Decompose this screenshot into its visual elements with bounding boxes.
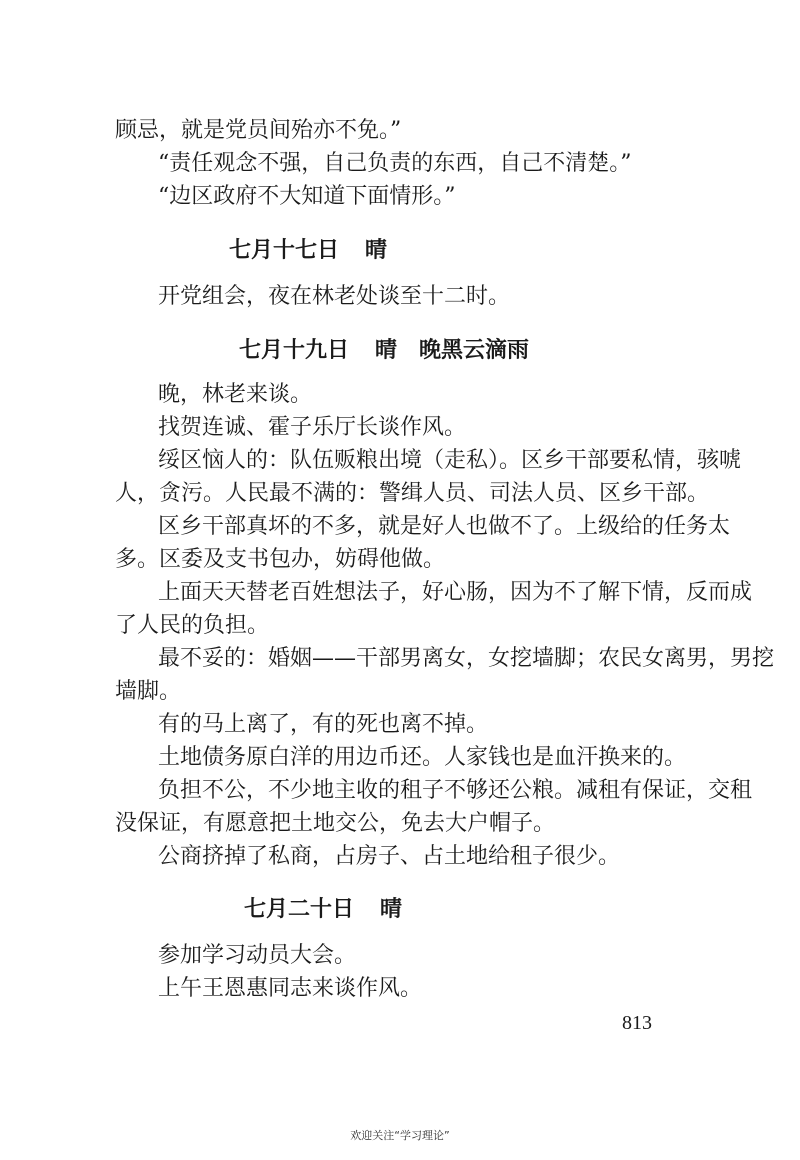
entry-date: 七月十九日 [239, 338, 350, 363]
text-line: 顾忌，就是党员间殆亦不免。” [115, 118, 402, 143]
text-line: 开党组会，夜在林老处谈至十二时。 [158, 284, 511, 309]
text-line: 人，贪污。人民最不满的：警缉人员、司法人员、区乡干部。 [115, 481, 710, 506]
entry-date: 七月二十日 [244, 897, 355, 922]
entry-heading [229, 236, 387, 266]
text-line: “责任观念不强，自己负责的东西，自己不清楚。” [158, 151, 632, 176]
entry-weather: 晴 晚黑云滴雨 [375, 338, 530, 363]
text-line: “边区政府不大知道下面情形。” [158, 184, 456, 209]
text-line: 绥区恼人的：队伍贩粮出境（走私）。区乡干部要私情，骇唬 [158, 448, 742, 473]
entry-weather: 晴 [365, 238, 388, 263]
footer-note: 欢迎关注“学习理论” [350, 1129, 450, 1142]
text-line: 晚，林老来谈。 [158, 382, 313, 407]
text-line: 土地债务原白洋的用边币还。人家钱也是血汗换来的。 [158, 745, 687, 770]
text-line: 上面天天替老百姓想法子，好心肠，因为不了解下情，反而成 [158, 580, 753, 605]
entry-weather: 晴 [380, 897, 403, 922]
page-number: 813 [622, 1012, 652, 1034]
text-line: 有的马上离了，有的死也离不掉。 [158, 712, 489, 737]
text-line: 上午王恩惠同志来谈作风。 [158, 976, 423, 1001]
entry-date: 七月十七日 [229, 238, 340, 263]
text-line: 了人民的负担。 [115, 613, 270, 638]
text-line: 多。区委及支书包办，妨碍他做。 [115, 547, 446, 572]
text-line: 负担不公，不少地主收的租子不够还公粮。减租有保证，交租 [158, 778, 753, 803]
text-line: 公商挤掉了私商，占房子、占土地给租子很少。 [158, 844, 621, 869]
text-line: 区乡干部真坏的不多，就是好人也做不了。上级给的任务太 [158, 514, 731, 539]
text-line: 找贺连诚、霍子乐厅长谈作风。 [158, 415, 467, 440]
text-line: 墙脚。 [115, 679, 182, 704]
text-line: 最不妥的：婚姻——干部男离女，女挖墙脚；农民女离男，男挖 [158, 646, 775, 671]
entry-heading [244, 895, 402, 925]
text-line: 参加学习动员大会。 [158, 943, 357, 968]
entry-heading [239, 336, 529, 366]
text-line: 没保证，有愿意把土地交公，免去大户帽子。 [115, 811, 556, 836]
